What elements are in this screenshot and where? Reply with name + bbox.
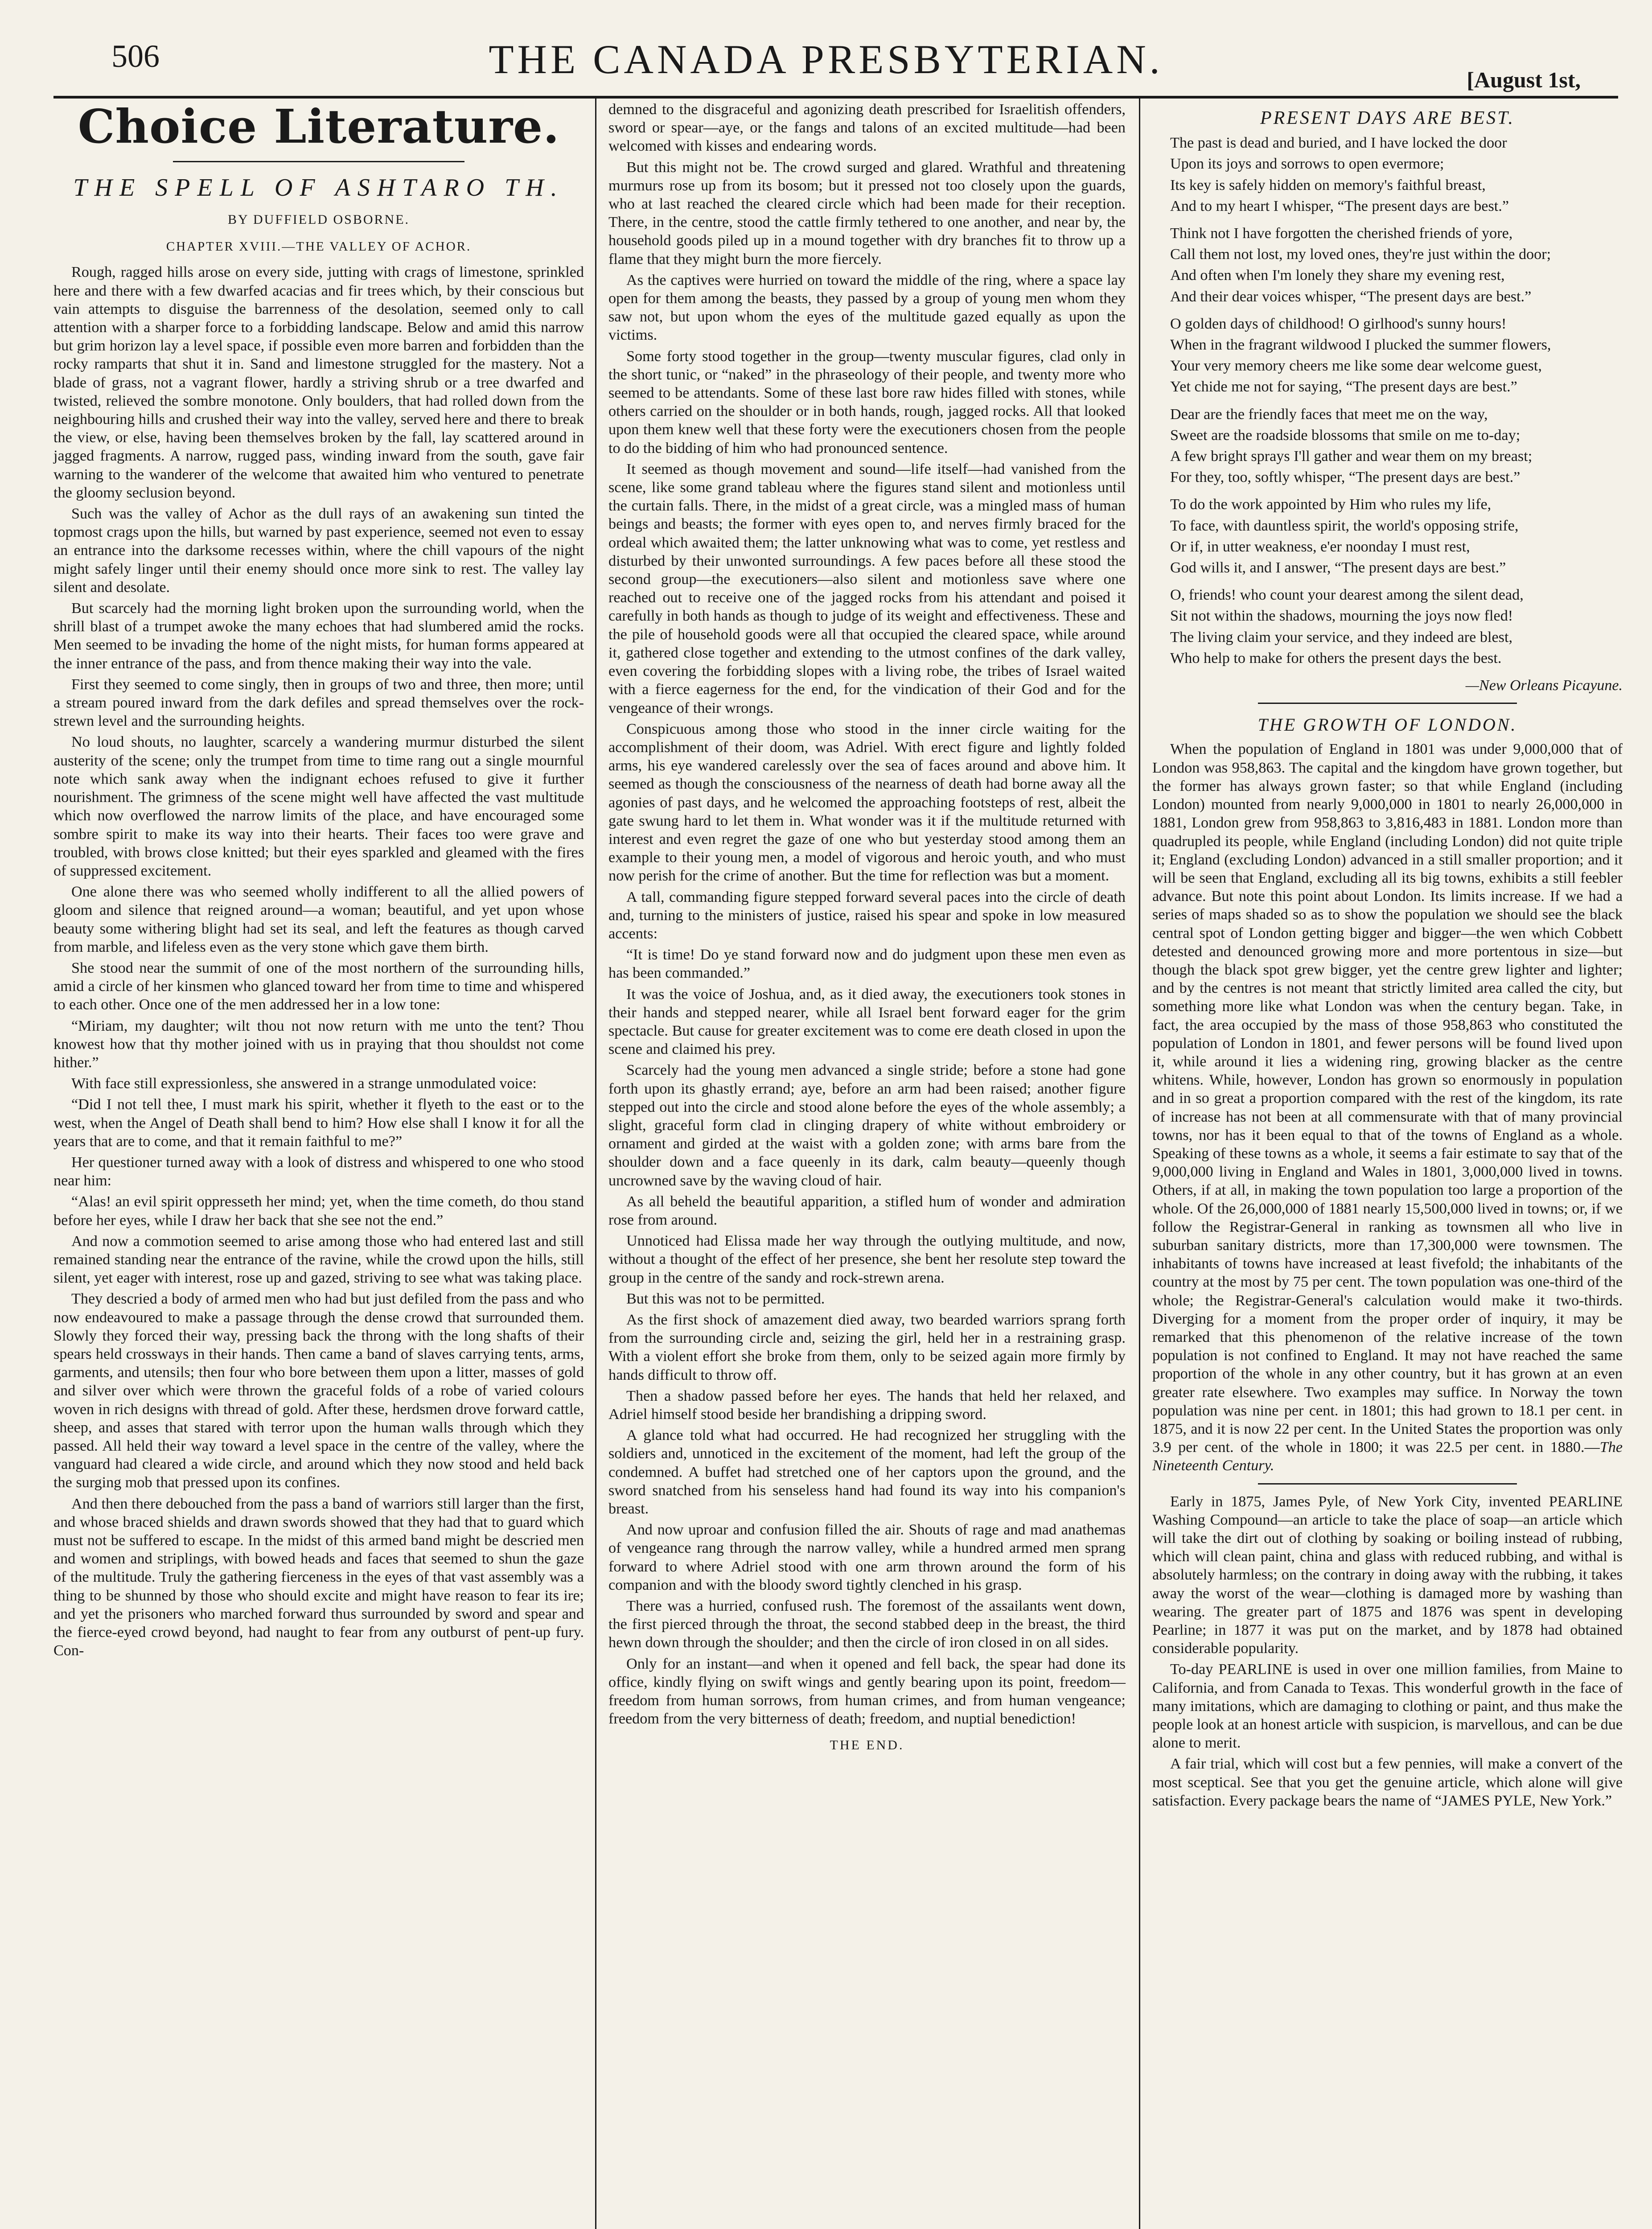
story-paragraph: But this might not be. The crowd surged and glared. Wrathful and threatening murmurs rose up from its bosom; but it pressed not too closely upon the guards, who at last reached the cleared circle which had been made for their reception. There, in the centre, stood the cattle firmly tethered to one another, and near by, the household goods piled up in a mound together with dry branches fit to throw up a flame that they might burn the more fiercely. <box>608 159 1126 267</box>
story-paragraph: As the captives were hurried on toward the middle of the ring, where a space lay open for them among the beasts, they passed by a group of young men whom they saw not, but upon whom the eyes of the multitude gazed equally as upon the victims. <box>608 271 1126 344</box>
poem-line: Or if, in utter weakness, e'er noonday I must rest, <box>1170 538 1470 555</box>
story-paragraph: First they seemed to come singly, then in groups of two and three, then more; until a stream poured inward from the dark defiles and spread themselves over the rock-strewn level and the surrounding heights. <box>53 676 584 730</box>
poem-line: The past is dead and buried, and I have locked the door <box>1170 135 1507 152</box>
story-paragraph: Only for an instant—and when it opened and fell back, the spear had done its office, kindly flying on swift wings and gently bearing upon its point, freedom—freedom from human sorrows, from human crimes, and from human vengeance; freedom from the very bitterness of death; freedom, and nuptial benediction! <box>608 1655 1126 1727</box>
advertisement-paragraph: Early in 1875, James Pyle, of New York City, invented PEARLINE Washing Compound—an article to take the place of soap—an article which will take the dirt out of clothing by soaking or boiling instead of rubbing, which will clean paint, china and glass with reduced rubbing, and withal is absolutely harmless; on the contrary in doing away with the rubbing, it takes away the worst of the wear—clothing is damaged more by washing than wearing. The greater part of 1875 and 1876 was spent in developing Pearline; in 1877 it was put on the market, and by 1878 had obtained considerable popularity. <box>1152 1493 1623 1657</box>
poem-line: O, friends! who count your dearest among the silent dead, <box>1170 587 1524 604</box>
story-paragraph: “It is time! Do ye stand forward now and do judgment upon these men even as has been commanded.” <box>608 946 1126 982</box>
poem-line: To face, with dauntless spirit, the world's opposing strife, <box>1170 517 1519 534</box>
story-paragraph: Rough, ragged hills arose on every side, jutting with crags of limestone, sprinkled here and there with a few dwarfed acacias and fir trees which, by their conscious but vain attempts to disguise the barrenness of the desolation, seemed only to call attention with a sharper force to a forbidding landscape. Below and amid this narrow but grim horizon lay a level space, if possible even more barren and forbidden than the rocky ramparts that shut it in. Sand and limestone struggled for the mastery. Not a blade of grass, not a vagrant flower, hardly a striving shrub or a tree dwarfed and twisted, relieved the sombre monotone. Only boulders, that had rolled down from the neighbouring hills and crushed their way into the valley, served here and there to break the view, or else, having been themselves broken by the fall, lay scattered around in jagged fragments. A narrow, rugged pass, winding inward from the south, gave fair warning to the wanderer of the welcome that awaited him who ventured to penetrate the gloomy seclusion beyond. <box>53 264 584 501</box>
poem-line: Dear are the friendly faces that meet me on the way, <box>1170 406 1488 423</box>
poem-line: And to my heart I whisper, “The present days are best.” <box>1170 197 1509 214</box>
article-text: When the population of England in 1801 was under 9,000,000 that of London was 958,863. The capital and the kingdom have grown together, but the former has always grown faster; so that while England (including London) mounted from nearly 9,000,000 in 1801 to nearly 26,000,000 in 1881, London grew from 958,863 to 3,816,483 in 1881. London more than quadrupled its people, while England (including London) did not quite triple it; England (excluding London) advanced in a still smaller proportion; and it will be seen that England, excluding all its big towns, exhibits a still feebler advance. But note this point about London. Its limits increase. If we had a series of maps shaded so as to show the population we should see the black central spot of London getting bigger and bigger—the wen which Cobbett detested and denounced growing more and more portentous in size—but though the black spot grew bigger, yet the centre grew lighter and lighter; and by the centres is not meant that strictly limited area called the city, but something more like what London was when the century began. Take, in fact, the area occupied by the mass of those 958,863 who constituted the population of London in 1801, and fewer persons will be found lived upon it, while around it lies a widening ring, growing blacker as the centre whitens. While, however, London has grown so enormously in population and in so great a proportion compared with the rest of the kingdom, its rate of increase has not been at all commensurate with that of many provincial towns, nor has it been equal to that of the towns of England as a whole. Speaking of these towns as a whole, it seems a fair estimate to say that of the 9,000,000 living in England and Wales in 1801, 3,000,000 lived in towns. Others, if at all, in making the town population too large a proportion of the whole. Of the 26,000,000 of 1881 nearly 15,500,000 lived in towns; or, if we follow the Registrar-General in ranking as townsmen all who live in suburban sanitary districts, more than 17,300,000 were townsmen. The inhabitants of towns have increased at least fivefold; the inhabitants of the country at the most by 75 per cent. The town population was one-third of the whole; the Registrar-General's calculation would make it two-thirds. Diverging for a moment from the proper order of inquiry, it may be remarked that this phenomenon of the relative increase of the town population is not confined to England. It may not have reached the same proportion of the whole in any other country, but it has grown at an even greater rate elsewhere. Two examples may suffice. In Norway the town population was nine per cent. in 1801; this had grown to 18.1 per cent. in 1875, and it is now 22 per cent. In the United States the proportion was only 3.9 per cent. of the whole in 1800; it was 22.5 per cent. in 1880.— <box>1152 741 1623 1456</box>
section-rule <box>1258 703 1516 704</box>
poem-line: Your very memory cheers me like some dear welcome guest, <box>1170 358 1542 374</box>
issue-date: [August 1st, <box>1467 67 1581 92</box>
masthead: THE CANADA PRESBYTERIAN. <box>489 37 1163 82</box>
advertisement-paragraph: A fair trial, which will cost but a few pennies, will make a convert of the most sceptical. See that you get the genuine article, which alone will give satisfaction. Every package bears the name of “JAMES PYLE, New York.” <box>1152 1756 1623 1809</box>
story-paragraph: Some forty stood together in the group—twenty muscular figures, clad only in the short tunic, or “naked” in the phraseology of their people, and twenty more who seemed to be attendants. Some of these last bore raw hides filled with stones, while others carried on the shoulder or in both hands, rough, jagged rocks. All that looked upon them knew well that these forty were the executioners chosen from the people to do the bidding of him who had pronounced sentence. <box>608 348 1126 456</box>
column-divider <box>1139 98 1140 2229</box>
story-paragraph: A tall, commanding figure stepped forward several paces into the circle of death and, turning to the ministers of justice, raised his spear and spoke in low measured accents: <box>608 888 1126 942</box>
section-rule <box>1258 1483 1516 1485</box>
poem-line: Sit not within the shadows, mourning the joys now fled! <box>1170 608 1513 625</box>
story-paragraph: Her questioner turned away with a look of distress and whispered to one who stood near him: <box>53 1154 584 1189</box>
story-paragraph: As the first shock of amazement died away, two bearded warriors sprang forth from the surrounding circle and, seizing the girl, held her in a restraining grasp. With a violent effort she broke from them, only to be seized again more firmly by hands difficult to throw off. <box>608 1312 1126 1383</box>
story-paragraph: One alone there was who seemed wholly indifferent to all the allied powers of gloom and silence that reigned around—a woman; beautiful, and yet upon whose beauty some withering blight had set its seal, and left the features as though carved from marble, and lifeless even as the very stone which gave them birth. <box>53 884 584 955</box>
poem-line: Call them not lost, my loved ones, they're just within the door; <box>1170 246 1551 263</box>
poem-title: PRESENT DAYS ARE BEST. <box>1260 108 1515 128</box>
header-rule <box>53 96 1618 99</box>
story-paragraph: But scarcely had the morning light broken upon the surrounding world, when the shrill blast of a trumpet awoke the many echoes that had slumbered amid the rocks. Men seemed to be invading the home of the night mists, for human forms appeared at the inner entrance of the pass, and from thence making their way into the vale. <box>53 600 584 672</box>
article-source: The Nineteenth Century. <box>1152 1439 1623 1474</box>
poem-stanza <box>1152 134 1623 215</box>
story-paragraph: Such was the valley of Achor as the dull rays of an awakening sun tinted the topmost crags upon the hills, but warned by past experience, seemed not even to essay an entrance into the darksome recesses within, where the chill vapours of the night might safely linger until their enemy should once more sink to rest. The valley lay silent and desolate. <box>53 506 584 596</box>
story-paragraph: demned to the disgraceful and agonizing death prescribed for Israelitish offenders, sword or spear—aye, or the fangs and talons of an excited multitude—had been welcomed with kisses and endearing words. <box>608 101 1126 155</box>
page-header <box>0 0 1652 94</box>
advertisement-paragraph: To-day PEARLINE is used in over one million families, from Maine to California, and from Canada to Texas. This wonderful growth in the face of many imitations, which are damaging to clothing or paint, and thus make the people look at an honest article with suspicion, is marvellous, and can be due alone to merit. <box>1152 1661 1623 1752</box>
column-left <box>53 100 584 1662</box>
story-paragraph: With face still expressionless, she answered in a strange unmodulated voice: <box>71 1075 537 1092</box>
poem-stanza <box>1152 495 1623 577</box>
story-paragraph: Conspicuous among those who stood in the inner circle waiting for the accomplishment of their doom, was Adriel. With erect figure and lightly folded arms, his eye wandered carelessly over the sea of faces around and above him. It seemed as though the consciousness of the nearness of death had borne away all the agonies of past days, and he welcomed the approaching footsteps of rest, albeit the gate swung hard to let them in. What wonder was it if the multitude returned with interest and even regret the gaze of one who but yesterday stood among them an example to their young men, a model of vigorous and heroic youth, and who must now perish for the crime of another. But the time for reflection was but a moment. <box>608 720 1126 884</box>
story-paragraph: But this was not to be permitted. <box>626 1290 825 1307</box>
poem-line: When in the fragrant wildwood I plucked the summer flowers, <box>1170 337 1551 354</box>
story-paragraph: They descried a body of armed men who had but just defiled from the pass and who now endeavoured to make a passage through the dense crowd that surrounded them. Slowly they forced their way, pressing back the throng with the long shafts of their spears held crossways in their hands. Then came a band of slaves carrying tents, arms, garments, and utensils; then four who bore between them upon a litter, masses of gold and silver over which were thrown the graceful folds of a robe of varied colours woven in rich designs with thread of gold. After these, herdsmen drove forward cattle, sheep, and asses that stared with terror upon the human walls through which they passed. All held their way toward a level space in the centre of the valley, where the vanguard had cleared a wide circle, and around which they now stood and held back the surging mob that pressed upon its confines. <box>53 1291 584 1491</box>
poem-line: O golden days of childhood! O girlhood's sunny hours! <box>1170 315 1507 332</box>
poem-line: The living claim your service, and they indeed are blest, <box>1170 629 1513 646</box>
poem-line: Upon its joys and sorrows to open evermore; <box>1170 156 1444 173</box>
poem-stanza <box>1152 224 1623 306</box>
story-paragraph: As all beheld the beautiful apparition, a stifled hum of wonder and admiration rose from around. <box>608 1193 1126 1228</box>
story-paragraph: “Miriam, my daughter; wilt thou not now return with me unto the tent? Thou knowest how that thy mother joined with us in praying that thou shouldst not come hither.” <box>53 1017 584 1071</box>
poem-stanza <box>1152 586 1623 667</box>
poem-line: Sweet are the roadside blossoms that smile on me to-day; <box>1170 427 1520 444</box>
article-paragraph <box>1152 740 1623 1475</box>
section-title: Choice Literature. <box>78 99 560 154</box>
page-number: 506 <box>111 38 160 74</box>
story-paragraph: There was a hurried, confused rush. The foremost of the assailants went down, the first pierced through the throat, the second stabbed deep in the breast, the third hewn down through the shoulder; and then the circle of iron closed in on all sides. <box>608 1598 1126 1651</box>
story-paragraph: A glance told what had occurred. He had recognized her struggling with the soldiers and, unnoticed in the excitement of the moment, had left the group of the condemned. A buffet had stretched one of her captors upon the ground, and the sword snatched from his senseless hand had found its way into his companion's breast. <box>608 1427 1126 1518</box>
column-middle <box>608 100 1126 1755</box>
story-title: THE SPELL OF ASHTARO TH. <box>73 174 564 202</box>
column-divider <box>595 98 596 2229</box>
poem-line: Who help to make for others the present days the best. <box>1170 650 1502 666</box>
the-end: THE END. <box>830 1738 904 1753</box>
poem-line: For they, too, softly whisper, “The present days are best.” <box>1170 469 1520 486</box>
story-paragraph: No loud shouts, no laughter, scarcely a wandering murmur disturbed the silent austerity of the scene; only the trumpet from time to time rang out a single mournful note which sank away when the indignant echoes refused to give it further nourishment. The grimness of the scene might well have affected the vast multitude which now overflowed the narrow limits of the place, and have encouraged some sombre spirit to make its way into their hearts. Their faces too were grave and troubled, with brows close knitted; but their eyes sparkled and gleamed with the fires of suppressed excitement. <box>53 734 584 879</box>
poem-line: And their dear voices whisper, “The present days are best.” <box>1170 288 1532 305</box>
story-paragraph: Then a shadow passed before her eyes. The hands that held her relaxed, and Adriel himself stood beside her brandishing a dripping sword. <box>608 1387 1126 1423</box>
poem-line: Think not I have forgotten the cherished friends of yore, <box>1170 225 1513 242</box>
story-paragraph: Scarcely had the young men advanced a single stride; before a stone had gone forth upon its ghastly errand; aye, before an arm had been raised; another figure stepped out into the circle and stood alone before the eyes of the whole assembly; a slight, graceful form clad in clinging drapery of white without embroidery or ornament and girded at the waist with a golden zone; with arms bare from the shoulder down and a face queenly in its dark, calm beauty—queenly though uncrowned save by the waving cloud of hair. <box>608 1062 1126 1189</box>
story-paragraph: And now uproar and confusion filled the air. Shouts of rage and mad anathemas of vengeance rang through the narrow valley, while a hundred armed men sprang forward to where Adriel stood with one arm thrown around the form of his companion and with the bloody sword tightly clenched in his grasp. <box>608 1522 1126 1593</box>
title-rule <box>173 161 465 162</box>
poem-stanza <box>1152 315 1623 396</box>
story-paragraph: “Alas! an evil spirit oppresseth her mind; yet, when the time cometh, do thou stand before her eyes, while I draw her back that she see not the end.” <box>53 1193 584 1229</box>
poem-stanza <box>1152 405 1623 487</box>
column-right <box>1152 100 1623 1813</box>
article-title: THE GROWTH OF LONDON. <box>1257 715 1517 735</box>
story-paragraph: And now a commotion seemed to arise among those who had entered last and still remained standing near the entrance of the ravine, while the crowd upon the hills, still silent, yet eager with interest, rose up and gazed, striving to see what was taking place. <box>53 1233 584 1287</box>
byline: BY DUFFIELD OSBORNE. <box>227 212 410 227</box>
poem-line: A few bright sprays I'll gather and wear them on my breast; <box>1170 448 1533 465</box>
poem-line: Its key is safely hidden on memory's faithful breast, <box>1170 177 1486 193</box>
story-paragraph: And then there debouched from the pass a band of warriors still larger than the first, and whose braced shields and drawn swords showed that they had that to guard which must not be suffered to escape. In the midst of this armed band might be descried men and women and striplings, with bowed heads and faces that seemed to shun the gaze of the multitude. Truly the gathering fierceness in the eyes of that vast assembly was a thing to be shunned by those who should excite and might have reason to fear its ire; and yet the prisoners who marched forward thus surrounded by sword and spear and the fierce-eyed crowd beyond, had naught to fear from any outburst of pent-up fury. Con- <box>53 1495 584 1659</box>
poem-line: And often when I'm lonely they share my evening rest, <box>1170 267 1505 284</box>
story-paragraph: “Did I not tell thee, I must mark his spirit, whether it flyeth to the east or to the west, when the Angel of Death shall bend to him? How else shall I know it for all the years that are to come, and that it remain faithful to me?” <box>53 1096 584 1150</box>
chapter-heading: CHAPTER XVIII.—THE VALLEY OF ACHOR. <box>166 239 472 254</box>
poem-line: Yet chide me not for saying, “The present days are best.” <box>1170 378 1517 395</box>
story-paragraph: She stood near the summit of one of the most northern of the surrounding hills, amid a circle of her kinsmen who glanced toward her from time to time and whispered to each other. Once one of the men addressed her in a low tone: <box>53 959 584 1013</box>
poem-line: God wills it, and I answer, “The present days are best.” <box>1170 559 1506 576</box>
poem-attribution: —New Orleans Picayune. <box>1465 677 1623 694</box>
story-paragraph: It was the voice of Joshua, and, as it died away, the executioners took stones in their hands and stepped nearer, while all Israel bent forward eager for the grim spectacle. But cause for greater excitement was to come ere death closed in upon the scene and claimed his prey. <box>608 986 1126 1058</box>
story-paragraph: It seemed as though movement and sound—life itself—had vanished from the scene, like some grand tableau where the figures stand silent and motionless until the curtain falls. There, in the midst of a great circle, was a mingled mass of human beings and beasts; the former with eyes open to, and nerves firmly braced for the ordeal which awaited them; the latter unknowing what was to come, yet restless and disturbed by their unwonted surroundings. A few paces before all these stood the second group—the executioners—also silent and motionless save where one reached out to receive one of the jagged rocks from his attendant and poised it carefully in both hands as though to judge of its weight and effectiveness. These and the pile of household goods were all that occupied the cleared space, while around it, gathered close together and extending to the utmost confines of the dark valley, even covering the forbidding slopes with a living robe, the tribes of Israel waited with a fierce eagerness for the end, for the vindication of their God and for the vengeance of their wrongs. <box>608 461 1126 716</box>
poem-line: To do the work appointed by Him who rules my life, <box>1170 496 1492 513</box>
story-paragraph: Unnoticed had Elissa made her way through the outlying multitude, and now, without a thought of the effect of her presence, she bent her resolute step toward the group in the centre of the sandy and rock-strewn arena. <box>608 1233 1126 1286</box>
